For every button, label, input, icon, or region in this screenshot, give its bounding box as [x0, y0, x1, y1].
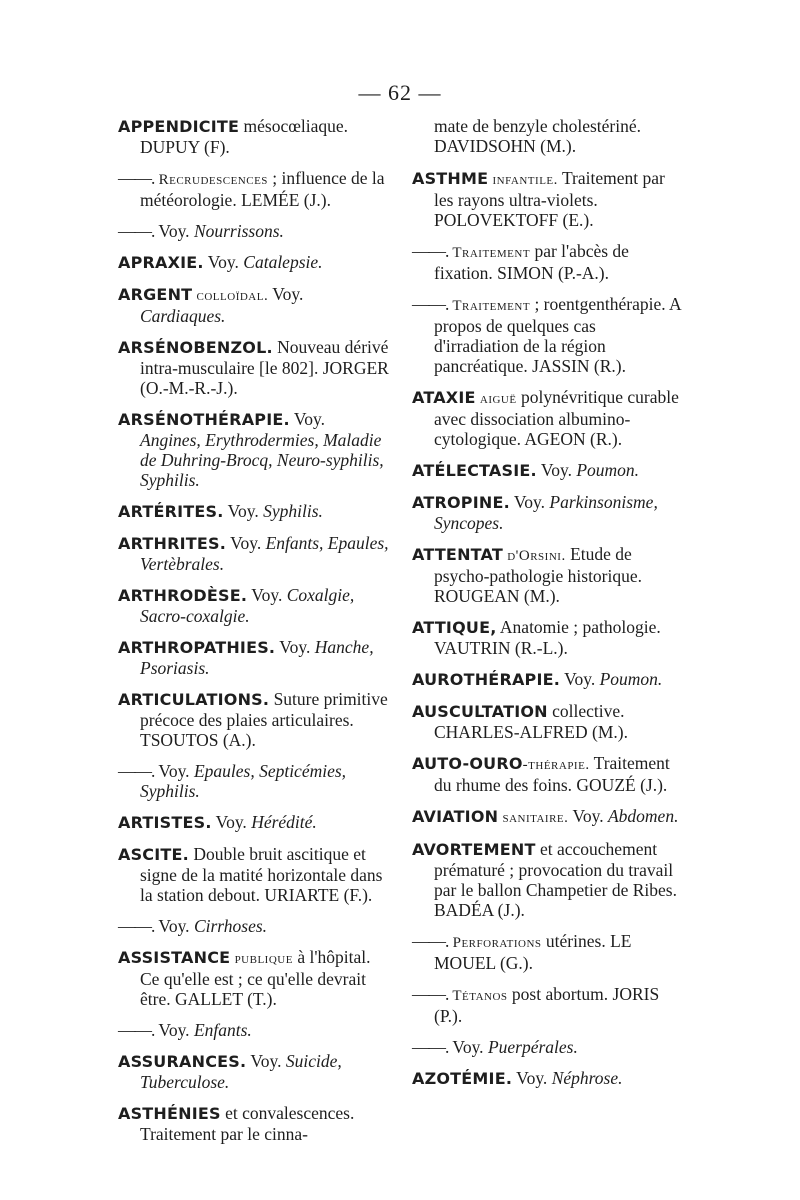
entry-cross-reference: Puerpérales.: [487, 1037, 578, 1057]
index-entry: [412, 806, 684, 828]
entry-cross-reference: Néphrose.: [551, 1068, 623, 1088]
index-entry: [412, 753, 684, 795]
repeat-dash: ——.: [118, 916, 155, 936]
index-entry: [412, 294, 684, 376]
index-entry: [118, 761, 390, 801]
entry-cross-reference: Parkinsonisme, Syncopes.: [434, 492, 658, 533]
entry-qualifier: d'Orsini.: [502, 548, 566, 564]
index-entry: [118, 585, 390, 626]
entry-text: Voy.: [154, 761, 194, 781]
entry-cross-reference: Angines, Erythrodermies, Maladie de Duhring-Brocq, Neuro-syphilis, Syphilis.: [140, 430, 384, 490]
index-entry: [412, 931, 684, 973]
entry-headword: AUSCULTATION: [412, 702, 548, 721]
index-entry: [412, 544, 684, 606]
entry-cross-reference: Syphilis.: [263, 501, 323, 521]
entry-text: Double bruit ascitique et signe de la matité horizontale dans la station debout. URIARTE (F.).: [140, 844, 383, 905]
entry-cross-reference: Catalepsie.: [243, 252, 323, 272]
entry-headword: ATROPINE.: [412, 493, 510, 512]
index-entry: [118, 116, 390, 157]
entry-text: Voy.: [246, 1051, 286, 1071]
entry-cross-reference: Poumon.: [599, 669, 663, 689]
entry-text: Voy.: [226, 533, 266, 553]
index-entry: [412, 1068, 684, 1089]
entry-text: Voy.: [223, 501, 264, 521]
index-entry: [118, 168, 390, 210]
entry-headword: ATTIQUE,: [412, 618, 497, 637]
entry-text: Nouveau dérivé intra-musculaire [le 802]. JORGER (O.-M.-R.-J.).: [140, 337, 389, 398]
index-entry: [412, 387, 684, 449]
repeat-dash: ——.: [412, 984, 449, 1004]
entry-text: polynévritique curable avec dissociation albumino-cytologique. AGEON (R.).: [434, 387, 679, 449]
left-column: [118, 116, 390, 1155]
index-entry: [118, 252, 390, 273]
entry-headword: ASCITE.: [118, 845, 189, 864]
entry-text: et accouchement prématuré ; provocation du travail par le ballon Champetier de Ribes. BADÉA (J.).: [434, 839, 677, 920]
entry-headword: ASTHÉNIES: [118, 1104, 221, 1123]
entry-text: Voy.: [509, 492, 550, 512]
index-entry: [118, 689, 390, 750]
entry-headword: AVORTEMENT: [412, 840, 536, 859]
entry-text: par l'abcès de fixation. SIMON (P.-A.).: [434, 241, 629, 283]
entry-text: à l'hôpital. Ce qu'elle est ; ce qu'elle devrait être. GALLET (T.).: [140, 947, 371, 1009]
index-entry: [118, 501, 390, 522]
entry-text: Voy.: [154, 221, 194, 241]
entry-text: post abortum. JORIS (P.).: [434, 984, 660, 1026]
entry-text: et convalescences. Traitement par le cinna-: [140, 1103, 355, 1144]
entry-headword: ATÉLECTASIE.: [412, 461, 537, 480]
index-entry: [118, 284, 390, 326]
index-entry: [118, 337, 390, 398]
entry-text: Voy.: [568, 806, 608, 826]
page-number: — 62 —: [358, 80, 442, 105]
repeat-dash: ——.: [118, 1020, 155, 1040]
entry-text: Etude de psycho-pathologie historique. ROUGEAN (M.).: [434, 544, 643, 606]
repeat-dash: ——.: [118, 221, 155, 241]
entry-qualifier: Traitement: [448, 245, 531, 261]
entry-qualifier: infantile.: [488, 172, 558, 188]
index-entry: [412, 492, 684, 533]
repeat-dash: ——.: [118, 761, 155, 781]
entry-headword: ARSÉNOBENZOL.: [118, 338, 273, 357]
entry-qualifier: Tétanos: [448, 988, 508, 1004]
entry-text: ; influence de la météorologie. LEMÉE (J.).: [140, 168, 385, 210]
entry-cross-reference: Cardiaques.: [140, 306, 226, 326]
index-entry: [118, 637, 390, 678]
index-entry: [412, 460, 684, 481]
index-entry: [118, 533, 390, 574]
entry-qualifier: sanitaire.: [498, 810, 569, 826]
entry-text: Traitement du rhume des foins. GOUZÉ (J.).: [434, 753, 670, 795]
entry-qualifier: Traitement: [448, 298, 531, 314]
entry-cross-reference: Cirrhoses.: [193, 916, 268, 936]
entry-headword: APRAXIE.: [118, 253, 204, 272]
entry-cross-reference: Poumon.: [576, 460, 640, 480]
entry-text: Voy.: [268, 284, 304, 304]
entry-cross-reference: Enfants.: [193, 1020, 252, 1040]
entry-headword: ARGENT: [118, 285, 193, 304]
repeat-dash: ——.: [118, 168, 155, 188]
entry-cross-reference: Hérédité.: [251, 812, 317, 832]
index-entry: [412, 241, 684, 283]
index-entry: [412, 168, 684, 230]
index-entry: [412, 1037, 684, 1057]
entry-text: Voy.: [289, 409, 325, 429]
entry-text: collective. CHARLES-ALFRED (M.).: [434, 701, 628, 742]
entry-qualifier: Recrudescences: [154, 172, 268, 188]
entry-text: Voy.: [247, 585, 287, 605]
entry-headword: ASTHME: [412, 169, 489, 188]
entry-cross-reference: Suicide, Tuberculose.: [140, 1051, 342, 1092]
entry-cross-reference: Nourrissons.: [193, 221, 284, 241]
entry-text: Voy.: [203, 252, 244, 272]
entry-text: Voy.: [560, 669, 600, 689]
entry-headword: AVIATION: [412, 807, 499, 826]
entry-qualifier: aiguë: [475, 391, 517, 407]
entry-cross-reference: Enfants, Epaules, Vertèbrales.: [140, 533, 389, 574]
right-column: [412, 116, 684, 1100]
entry-text: Voy.: [154, 1020, 194, 1040]
entry-cross-reference: Hanche, Psoriasis.: [140, 637, 374, 678]
index-entry: [118, 916, 390, 936]
entry-qualifier: Perforations: [448, 935, 542, 951]
entry-text: Voy.: [512, 1068, 552, 1088]
entry-headword: ATAXIE: [412, 388, 476, 407]
index-entry: [412, 839, 684, 920]
entry-headword: ATTENTAT: [412, 545, 503, 564]
entry-headword: ASSISTANCE: [118, 948, 231, 967]
entry-headword: AZOTÉMIE.: [412, 1069, 513, 1088]
index-entry: [118, 947, 390, 1009]
index-entry: [118, 1103, 390, 1144]
entry-text: Voy.: [211, 812, 252, 832]
entry-text: Voy.: [154, 916, 194, 936]
entry-text: utérines. LE MOUEL (G.).: [434, 931, 632, 973]
entry-qualifier: -thérapie.: [522, 757, 590, 773]
repeat-dash: ——.: [412, 1037, 449, 1057]
index-entry: [412, 984, 684, 1026]
entry-headword: ASSURANCES.: [118, 1052, 247, 1071]
entry-text: Voy.: [275, 637, 315, 657]
entry-headword: APPENDICITE: [118, 117, 240, 136]
entry-headword: ARSÉNOTHÉRAPIE.: [118, 410, 290, 429]
entry-headword: ARTÉRITES.: [118, 502, 224, 521]
entry-text: mate de benzyle cholestériné. DAVIDSOHN (M.).: [434, 116, 641, 156]
index-entry: [412, 701, 684, 742]
entry-cross-reference: Epaules, Septicémies, Syphilis.: [140, 761, 347, 801]
entry-headword: AUTO-OURO: [412, 754, 523, 773]
index-entry: [412, 669, 684, 690]
entry-text: ; roentgenthérapie. A propos de quelques cas d'irradiation de la région pancréatique. JASSIN (R.).: [434, 294, 681, 376]
entry-text: Voy.: [536, 460, 577, 480]
index-entry: [118, 1051, 390, 1092]
index-entry: [118, 221, 390, 241]
entry-text: mésocœliaque. DUPUY (F).: [140, 116, 348, 157]
entry-qualifier: publique: [230, 951, 293, 967]
entry-qualifier: colloïdal.: [192, 288, 269, 304]
entry-headword: AUROTHÉRAPIE.: [412, 670, 561, 689]
repeat-dash: ——.: [412, 241, 449, 261]
entry-headword: ARTHRODÈSE.: [118, 586, 248, 605]
entry-text: Voy.: [448, 1037, 488, 1057]
entry-headword: ARTISTES.: [118, 813, 212, 832]
entry-headword: ARTICULATIONS.: [118, 690, 270, 709]
repeat-dash: ——.: [412, 931, 449, 951]
index-entry: [412, 617, 684, 658]
index-entry: [118, 1020, 390, 1040]
entry-cross-reference: Abdomen.: [607, 806, 679, 826]
entry-headword: ARTHRITES.: [118, 534, 227, 553]
index-entry: [118, 812, 390, 833]
entry-cross-reference: Coxalgie, Sacro-coxalgie.: [140, 585, 355, 626]
index-entry-continuation: [412, 116, 684, 156]
index-entry: [118, 844, 390, 905]
entry-text: Suture primitive précoce des plaies articulaires. TSOUTOS (A.).: [140, 689, 388, 750]
repeat-dash: ——.: [412, 294, 449, 314]
entry-text: Traitement par les rayons ultra-violets. POLOVEKTOFF (E.).: [434, 168, 665, 230]
entry-text: Anatomie ; pathologie. VAUTRIN (R.-L.).: [434, 617, 661, 658]
index-entry: [118, 409, 390, 490]
entry-headword: ARTHROPATHIES.: [118, 638, 276, 657]
